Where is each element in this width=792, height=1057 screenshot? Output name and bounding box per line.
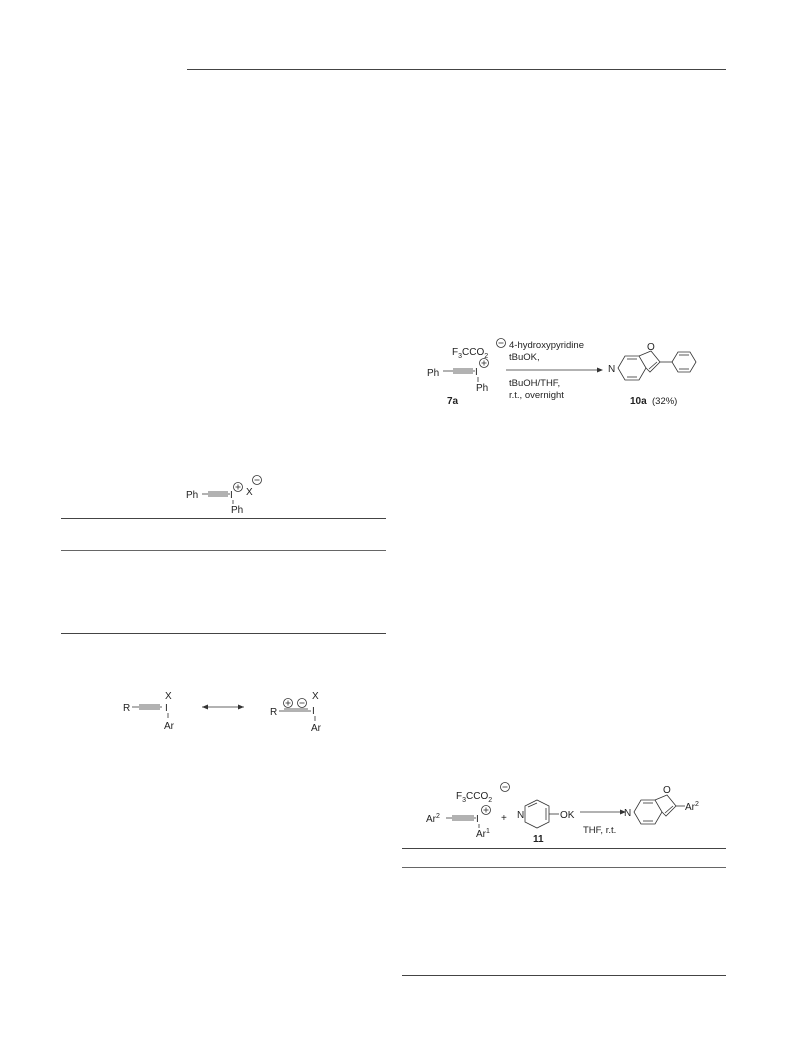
table1-top-rule (61, 518, 386, 519)
compound-id-10a: 10a (630, 396, 647, 407)
product-ring-O: O (663, 785, 671, 796)
resonance-right-Ar: Ar (311, 723, 321, 734)
phenyl-label-lower: Ph (476, 383, 489, 394)
condition-time: r.t., overnight (509, 390, 564, 401)
resonance-right-R: R (270, 707, 278, 718)
reaction-conditions: THF, r.t. (583, 825, 617, 836)
table2-bottom-rule (402, 975, 726, 976)
iodine-label: I (475, 367, 478, 378)
product-yield: (32%) (652, 396, 678, 407)
condition-base: tBuOK, (509, 352, 540, 363)
condition-reagent: 4-hydroxypyridine (509, 340, 584, 351)
trifluoroacetate-label: $F_3CCO_2$ (456, 791, 493, 804)
resonance-left-X: X (165, 691, 172, 702)
scheme-general-furopyridine-synthesis (420, 776, 710, 846)
table2-top-rule (402, 848, 726, 849)
pyridinolate-structure (525, 800, 559, 828)
resonance-right-I: I (312, 706, 315, 717)
iodine-label: I (230, 490, 233, 501)
compound-id-7a: 7a (447, 396, 459, 407)
table1-bottom-rule (61, 633, 386, 634)
furopyridine-product-structure (634, 795, 685, 824)
scheme-7a-to-10a (420, 334, 710, 416)
resonance-right-X: X (312, 691, 319, 702)
compound-id-11: 11 (533, 834, 544, 845)
aryl2-label: Ar$^2$ (426, 813, 440, 825)
iodine-label: I (476, 814, 479, 825)
table2-header-rule (402, 867, 726, 868)
product-ring-N: N (608, 364, 616, 375)
potassium-oxide-label: OK (560, 810, 575, 821)
resonance-left-Ar: Ar (164, 721, 174, 732)
table1-header-rule (61, 550, 386, 551)
header-rule (187, 69, 726, 70)
pyridine-N: N (517, 810, 525, 821)
product-ring-N: N (624, 808, 632, 819)
phenyl-label-lower: Ph (231, 505, 244, 516)
product-ring-O: O (647, 342, 655, 353)
aryl1-label: Ar$^1$ (476, 828, 490, 840)
plus-sign: + (501, 813, 507, 824)
resonance-left-I: I (165, 703, 168, 714)
trifluoroacetate-label: $F_3CCO_2$ (452, 347, 489, 360)
product-aryl2-label: Ar$^2$ (685, 801, 699, 813)
alkynyliodonium-structure (180, 474, 270, 516)
condition-solvent: tBuOH/THF, (509, 378, 561, 389)
resonance-left-R: R (123, 703, 131, 714)
phenyl-label-left: Ph (427, 368, 440, 379)
phenyl-label-left: Ph (186, 490, 199, 501)
counterion-label: X (246, 487, 253, 498)
resonance-structures (118, 688, 340, 734)
furopyridine-product-structure (618, 351, 696, 380)
